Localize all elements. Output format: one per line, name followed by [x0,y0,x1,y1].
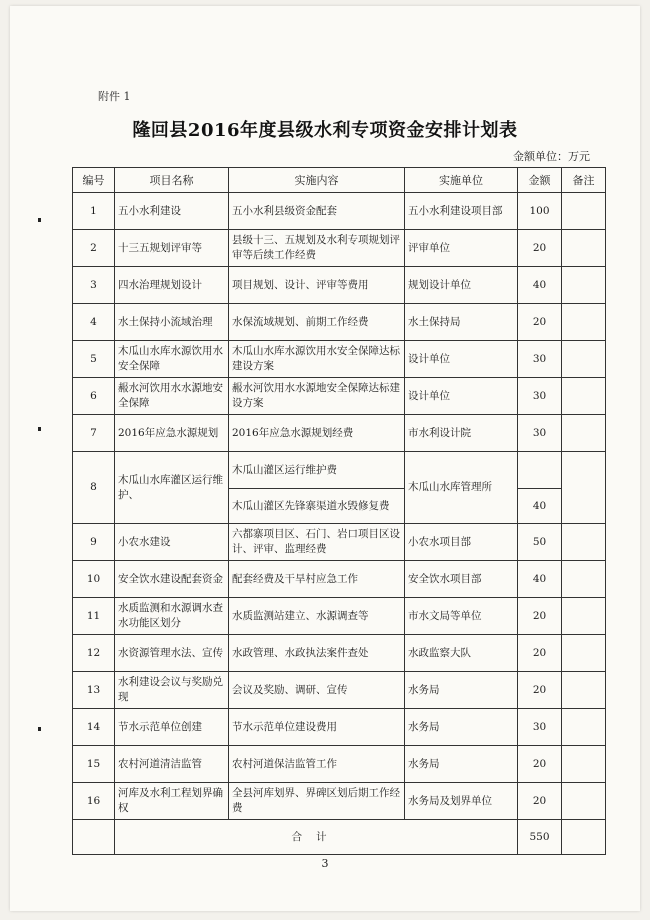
implementing-unit: 水务局 [405,672,518,709]
implementing-unit: 规划设计单位 [405,267,518,304]
document-page [10,6,640,911]
table-row [73,598,606,635]
amount: 50 [518,524,562,561]
note [562,672,606,709]
row-number: 10 [73,561,115,598]
col-header-amount: 金额 [518,168,562,193]
project-name: 水土保持小流域治理 [115,304,229,341]
note [562,267,606,304]
implementing-unit: 水政监察大队 [405,635,518,672]
amount: 100 [518,193,562,230]
implementing-unit: 木瓜山水库管理所 [405,452,518,524]
implementing-unit: 安全饮水项目部 [405,561,518,598]
implementing-unit: 市水利设计院 [405,415,518,452]
budget-table [72,167,606,855]
row-number: 16 [73,783,115,820]
page-number: 3 [321,857,329,870]
project-name: 节水示范单位创建 [115,709,229,746]
row-number: 9 [73,524,115,561]
project-name: 农村河道清洁监管 [115,746,229,783]
note [562,709,606,746]
project-name: 木瓜山水库灌区运行维护、 [115,452,229,524]
row-number: 11 [73,598,115,635]
row-number: 2 [73,230,115,267]
amount: 40 [518,561,562,598]
row-number: 5 [73,341,115,378]
implementing-unit: 小农水项目部 [405,524,518,561]
project-name: 木瓜山水库水源饮用水安全保障 [115,341,229,378]
table-row [73,341,606,378]
row-number: 7 [73,415,115,452]
binding-mark [38,427,41,431]
unit-note: 金额单位：万元 [513,150,590,163]
project-content: 六都寨项目区、石门、岩口项目区设计、评审、监理经费 [229,524,405,561]
note [562,746,606,783]
amount: 30 [518,341,562,378]
amount: 20 [518,598,562,635]
col-header-unit: 实施单位 [405,168,518,193]
table-row [73,304,606,341]
table-row [73,635,606,672]
table-row [73,452,606,489]
implementing-unit: 五小水利建设项目部 [405,193,518,230]
amount: 40 [518,267,562,304]
row-number: 8 [73,452,115,524]
amount: 20 [518,230,562,267]
row-number: 1 [73,193,115,230]
note [562,635,606,672]
project-name: 五小水利建设 [115,193,229,230]
note [562,193,606,230]
amount: 20 [518,304,562,341]
project-content: 项目规划、设计、评审等费用 [229,267,405,304]
note [562,452,606,524]
project-content: 会议及奖励、调研、宣传 [229,672,405,709]
note [562,341,606,378]
table-row [73,709,606,746]
row-number: 13 [73,672,115,709]
page-title: 隆回县2016年度县级水利专项资金安排计划表 [132,120,518,141]
project-content: 2016年应急水源规划经费 [229,415,405,452]
project-name: 赧水河饮用水水源地安全保障 [115,378,229,415]
project-content: 木瓜山灌区运行维护费 [229,452,405,489]
amount: 20 [518,635,562,672]
project-name: 小农水建设 [115,524,229,561]
col-header-no: 编号 [73,168,115,193]
implementing-unit: 水务局及划界单位 [405,783,518,820]
note [562,598,606,635]
project-name: 安全饮水建设配套资金 [115,561,229,598]
table-row [73,524,606,561]
project-content: 木瓜山灌区先锋寨渠道水毁修复费 [229,489,405,524]
amount: 20 [518,746,562,783]
total-row [73,820,606,855]
row-number: 6 [73,378,115,415]
implementing-unit: 设计单位 [405,341,518,378]
table-header-row [73,168,606,193]
table-row [73,783,606,820]
row-number: 12 [73,635,115,672]
project-content: 水质监测站建立、水源调查等 [229,598,405,635]
binding-mark [38,727,41,731]
note [562,304,606,341]
amount: 30 [518,378,562,415]
total-note [562,820,606,855]
row-number: 4 [73,304,115,341]
table-row [73,561,606,598]
note [562,230,606,267]
implementing-unit: 水土保持局 [405,304,518,341]
total-amount: 550 [518,820,562,855]
amount: 40 [518,489,562,524]
implementing-unit: 水务局 [405,746,518,783]
table-row [73,672,606,709]
amount: 20 [518,783,562,820]
table-row [73,746,606,783]
project-content: 县级十三、五规划及水利专项规划评审等后续工作经费 [229,230,405,267]
project-content: 农村河道保洁监管工作 [229,746,405,783]
project-name: 四水治理规划设计 [115,267,229,304]
amount [518,452,562,489]
project-content: 水政管理、水政执法案件查处 [229,635,405,672]
total-blank [73,820,115,855]
amount: 20 [518,672,562,709]
row-number: 3 [73,267,115,304]
implementing-unit: 设计单位 [405,378,518,415]
table-row [73,267,606,304]
project-name: 水质监测和水源调水查水功能区划分 [115,598,229,635]
col-header-name: 项目名称 [115,168,229,193]
amount: 30 [518,709,562,746]
project-name: 十三五规划评审等 [115,230,229,267]
implementing-unit: 评审单位 [405,230,518,267]
note [562,415,606,452]
project-content: 赧水河饮用水水源地安全保障达标建设方案 [229,378,405,415]
table-row [73,378,606,415]
project-name: 河库及水利工程划界确权 [115,783,229,820]
row-number: 14 [73,709,115,746]
table-row [73,415,606,452]
project-content: 五小水利县级资金配套 [229,193,405,230]
project-name: 水利建设会议与奖励兑现 [115,672,229,709]
project-content: 节水示范单位建设费用 [229,709,405,746]
binding-mark [38,218,41,222]
implementing-unit: 市水文局等单位 [405,598,518,635]
col-header-content: 实施内容 [229,168,405,193]
note [562,378,606,415]
note [562,524,606,561]
project-name: 2016年应急水源规划 [115,415,229,452]
amount: 30 [518,415,562,452]
row-number: 15 [73,746,115,783]
project-content: 全县河库划界、界碑区划后期工作经费 [229,783,405,820]
table-row [73,230,606,267]
table-row [73,193,606,230]
project-content: 配套经费及干旱村应急工作 [229,561,405,598]
project-name: 水资源管理水法、宣传 [115,635,229,672]
note [562,561,606,598]
total-label: 合计 [115,820,518,855]
col-header-note: 备注 [562,168,606,193]
table-body [73,193,606,855]
note [562,783,606,820]
project-content: 水保流域规划、前期工作经费 [229,304,405,341]
attachment-label: 附件 1 [98,90,131,103]
project-content: 木瓜山水库水源饮用水安全保障达标建设方案 [229,341,405,378]
implementing-unit: 水务局 [405,709,518,746]
